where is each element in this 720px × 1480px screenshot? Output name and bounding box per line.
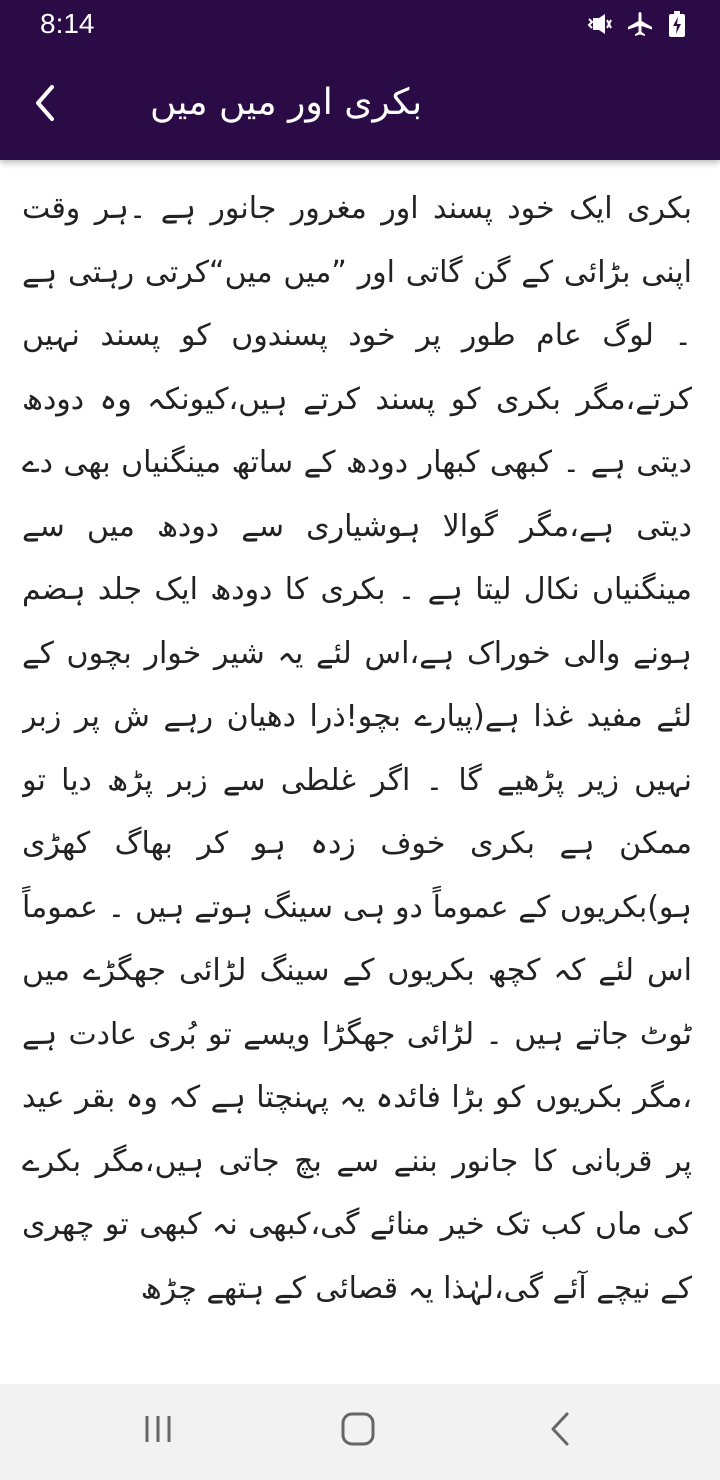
status-bar xyxy=(0,0,720,50)
status-icons xyxy=(586,10,686,42)
recent-apps-button[interactable] xyxy=(128,1406,188,1456)
article-content[interactable] xyxy=(22,160,692,1384)
article-body: بکری ایک خود پسند اور مغرور جانور ہے ۔ہر وقت اپنی بڑائی کے گن گاتی اور ”میں میں“کرتی رہتی ہے ۔ لوگ عام طور پر خود پسندوں کو پسند نہیں کرتے،مگر بکری کو پسند کرتے ہیں،کیونکہ وہ دودھ دیتی ہے ۔ کبھی کبھار دودھ کے ساتھ مینگنیاں بھی دے دیتی ہے،مگر گوالا ہوشیاری سے دودھ میں سے مینگنیاں نکال لیتا ہے ۔ بکری کا دودھ ایک جلد ہضم ہونے والی خوراک ہے،اس لئے یہ شیر خوار بچوں کے لئے مفید غذا ہے(پیارے بچو!ذرا دھیان رہے ش پر زبر نہیں زیر پڑھیے گا ۔ اگر غلطی سے زبر پڑھ دیا تو ممکن ہے بکری خوف زدہ ہو کر بھاگ کھڑی ہو)بکریوں کے عموماً دو ہی سینگ ہوتے ہیں ۔ عموماً اس لئے کہ کچھ بکریوں کے سینگ لڑائی جھگڑے میں ٹوٹ جاتے ہیں ۔ لڑائی جھگڑا ویسے تو بُری عادت ہے ،مگر بکریوں کو بڑا فائدہ یہ پہنچتا ہے کہ وہ بقر عید پر قربانی کا جانور بننے سے بچ جاتی ہیں،مگر بکرے کی ماں کب تک خیر منائے گی،کبھی نہ کبھی تو چھری کے نیچے آئے گی،لہٰذا یہ قصائی کے ہتھے چڑھ xyxy=(22,191,692,1306)
back-icon xyxy=(545,1411,575,1451)
back-button[interactable] xyxy=(20,80,70,130)
nav-back-button[interactable] xyxy=(530,1406,590,1456)
home-icon xyxy=(340,1411,376,1451)
recent-apps-icon xyxy=(141,1412,175,1450)
airplane-mode-icon xyxy=(626,10,654,42)
chevron-left-icon xyxy=(30,83,60,127)
mute-vibrate-icon xyxy=(586,11,612,41)
home-button[interactable] xyxy=(328,1406,388,1456)
status-time: 8:14 xyxy=(40,8,95,39)
battery-charging-icon xyxy=(668,10,686,42)
system-nav-bar xyxy=(0,1384,720,1480)
app-bar xyxy=(0,50,720,160)
page-title: بکری اور میں میں xyxy=(150,82,423,123)
